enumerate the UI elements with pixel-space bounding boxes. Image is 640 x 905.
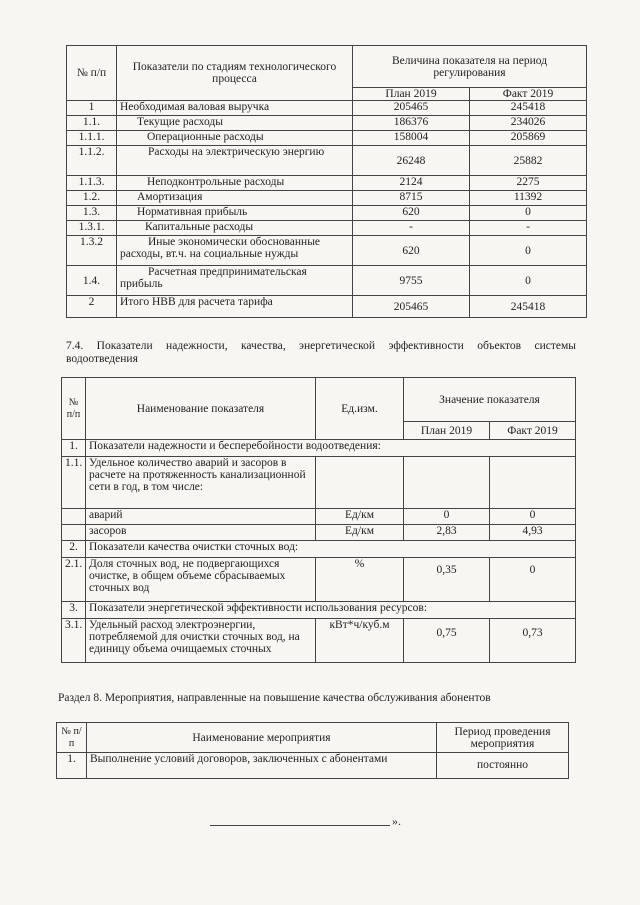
row-name: Операционные расходы: [117, 131, 353, 146]
row-plan: 620: [353, 206, 470, 221]
row-name: Расчетная предпринимательская прибыль: [117, 266, 353, 296]
group-title: Показатели энергетической эффективности использования ресурсов:: [86, 602, 576, 619]
col-header-num: № п/п: [67, 46, 117, 101]
row-fact: 245418: [470, 101, 587, 116]
table-row: [67, 206, 587, 221]
row-fact: 25882: [470, 146, 587, 176]
group-row: [62, 440, 576, 457]
row-plan: -: [353, 221, 470, 236]
table-row: [67, 131, 587, 146]
row-num: 2: [67, 296, 117, 318]
table-row: [67, 266, 587, 296]
row-fact: 234026: [470, 116, 587, 131]
col-header-fact: Факт 2019: [470, 88, 587, 101]
row-plan: 186376: [353, 116, 470, 131]
group-row: [62, 602, 576, 619]
row-plan: 0,35: [404, 558, 490, 602]
col-header-num: № п/п: [57, 723, 87, 753]
col-header-num: № п/п: [62, 378, 86, 440]
row-plan: 9755: [353, 266, 470, 296]
row-num: 1.1.3.: [67, 176, 117, 191]
row-fact: 0,73: [490, 619, 576, 663]
row-plan: 0: [404, 509, 490, 525]
row-name: Доля сточных вод, не подвергающихся очистке, в общем объеме сбрасываемых сточных вод: [86, 558, 316, 602]
signature-line: [210, 815, 390, 826]
col-header-value: Значение показателя: [404, 378, 576, 422]
row-fact: 0: [470, 206, 587, 221]
row-fact: 205869: [470, 131, 587, 146]
row-name: Необходимая валовая выручка: [117, 101, 353, 116]
row-num: 1.3.1.: [67, 221, 117, 236]
row-plan: 2124: [353, 176, 470, 191]
row-name: засоров: [86, 525, 316, 541]
row-fact: 0: [490, 509, 576, 525]
row-plan: 8715: [353, 191, 470, 206]
row-fact: 0: [470, 266, 587, 296]
row-num: 1.3.2: [67, 236, 117, 266]
row-num: 1.: [57, 753, 87, 779]
row-plan: 2,83: [404, 525, 490, 541]
row-plan: 158004: [353, 131, 470, 146]
col-header-indicator: Показатели по стадиям технологического процесса: [117, 46, 353, 101]
group-title: Показатели качества очистки сточных вод:: [86, 541, 576, 558]
row-unit: Ед/км: [316, 509, 404, 525]
table-row: [62, 619, 576, 663]
row-name: аварий: [86, 509, 316, 525]
row-fact: 0: [490, 558, 576, 602]
table-row: [62, 457, 576, 509]
row-name: Нормативная прибыль: [117, 206, 353, 221]
row-fact: 11392: [470, 191, 587, 206]
row-name: Удельное количество аварий и засоров в расчете на протяженность канализационной сети в год, в том числе:: [86, 457, 316, 509]
row-num: 1.4.: [67, 266, 117, 296]
col-header-fact: Факт 2019: [490, 422, 576, 440]
row-name: Амортизация: [117, 191, 353, 206]
col-header-indicator: Наименование показателя: [86, 378, 316, 440]
row-plan: 205465: [353, 101, 470, 116]
row-fact: 245418: [470, 296, 587, 318]
table-row: [67, 116, 587, 131]
table-row: [62, 558, 576, 602]
row-plan: 620: [353, 236, 470, 266]
row-plan: 0,75: [404, 619, 490, 663]
row-name: Итого НВВ для расчета тарифа: [117, 296, 353, 318]
col-header-value: Величина показателя на период регулирования: [353, 46, 587, 88]
row-name: Расходы на электрическую энергию: [117, 146, 353, 176]
closing-quote: ».: [392, 814, 401, 828]
row-num: 2.1.: [62, 558, 86, 602]
col-header-plan: План 2019: [404, 422, 490, 440]
row-num: 3.: [62, 602, 86, 619]
col-header-plan: План 2019: [353, 88, 470, 101]
table-row: [62, 509, 576, 525]
table-row: [67, 191, 587, 206]
row-fact: 0: [470, 236, 587, 266]
reliability-table: [61, 377, 576, 663]
row-name: Иные экономически обоснованные расходы, вт.ч. на социальные нужды: [117, 236, 353, 266]
group-title: Показатели надежности и бесперебойности водоотведения:: [86, 440, 576, 457]
group-row: [62, 541, 576, 558]
row-name: Удельный расход электроэнергии, потребляемой для очистки сточных вод, на единицу объема очищаемых сточных: [86, 619, 316, 663]
row-unit: кВт*ч/куб.м: [316, 619, 404, 663]
row-fact: -: [470, 221, 587, 236]
table-row: [67, 101, 587, 116]
col-header-period: Период проведения мероприятия: [437, 723, 569, 753]
table-row: [67, 221, 587, 236]
row-name: Неподконтрольные расходы: [117, 176, 353, 191]
row-num: 1: [67, 101, 117, 116]
row-unit: %: [316, 558, 404, 602]
row-num: 1.1.: [67, 116, 117, 131]
row-num: 1.2.: [67, 191, 117, 206]
row-num: 2.: [62, 541, 86, 558]
row-plan: 26248: [353, 146, 470, 176]
table-row: [67, 236, 587, 266]
table-row: [67, 296, 587, 318]
col-header-unit: Ед.изм.: [316, 378, 404, 440]
row-unit: Ед/км: [316, 525, 404, 541]
section-8-heading: Раздел 8. Мероприятия, направленные на повышение качества обслуживания абонентов: [58, 692, 491, 704]
col-header-measure: Наименование мероприятия: [87, 723, 437, 753]
row-name: Капитальные расходы: [117, 221, 353, 236]
table-row: [67, 146, 587, 176]
measures-table: [56, 722, 569, 779]
cost-table: [66, 45, 587, 318]
row-num: 1.1.2.: [67, 146, 117, 176]
table-row: [57, 753, 569, 779]
table-row: [67, 176, 587, 191]
row-plan: 205465: [353, 296, 470, 318]
row-num: 1.1.: [62, 457, 86, 509]
row-name: Текущие расходы: [117, 116, 353, 131]
section-7-4-heading: 7.4. Показатели надежности, качества, энергетической эффективности объектов системы водоотведения: [66, 340, 576, 365]
row-num: 1.1.1.: [67, 131, 117, 146]
row-fact: 2275: [470, 176, 587, 191]
row-num: 3.1.: [62, 619, 86, 663]
row-name: Выполнение условий договоров, заключенных с абонентами: [87, 753, 437, 779]
row-num: 1.3.: [67, 206, 117, 221]
table-row: [62, 525, 576, 541]
row-fact: 4,93: [490, 525, 576, 541]
row-num: 1.: [62, 440, 86, 457]
row-period: постоянно: [437, 753, 569, 779]
